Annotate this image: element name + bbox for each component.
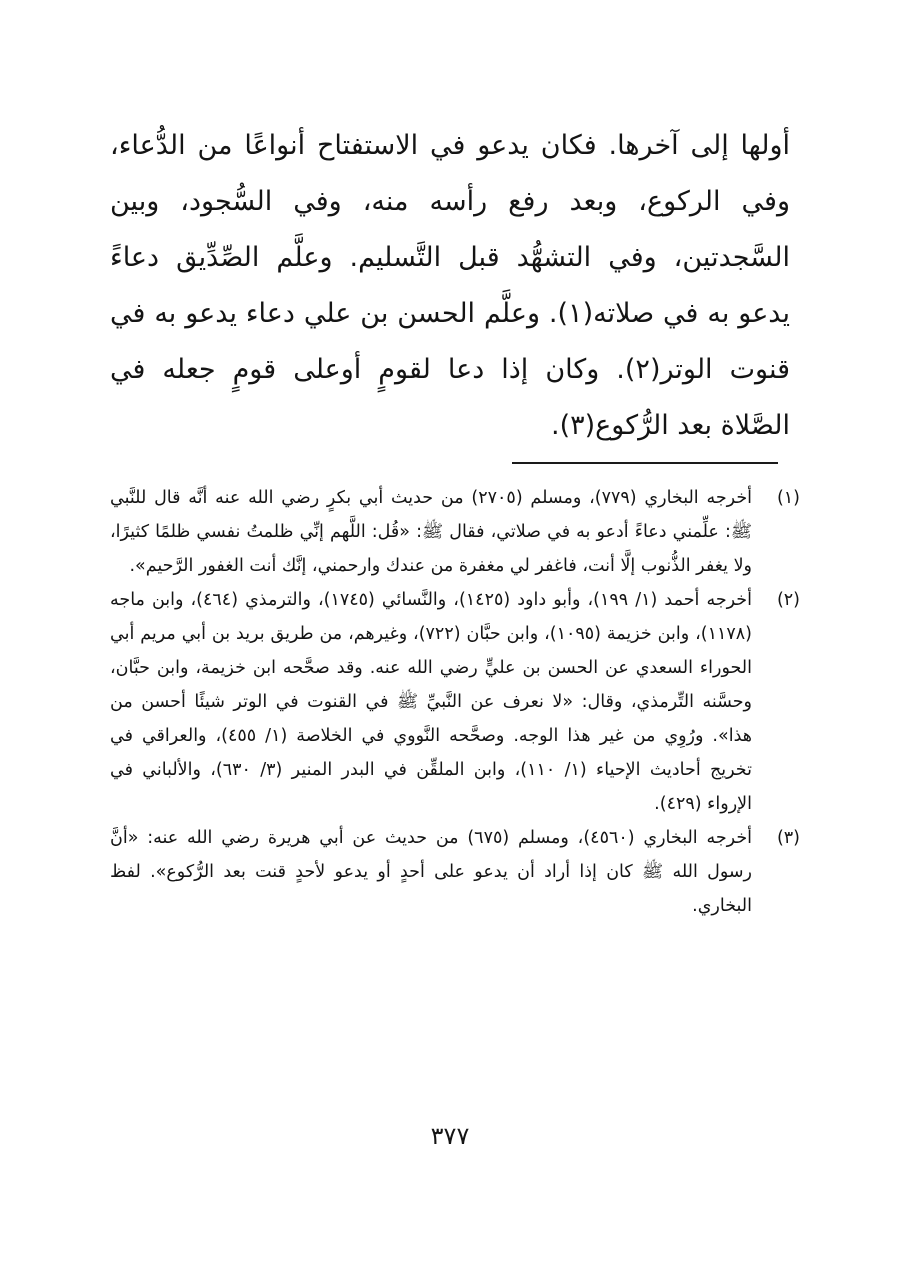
footnote-number: (١) bbox=[776, 488, 800, 508]
footnote-text: أخرجه أحمد (١/ ١٩٩)، وأبو داود (١٤٢٥)، والنَّسائي (١٧٤٥)، والترمذي (٤٦٤)، وابن ماجه (١١٧٨)، وابن خزيمة (١٠٩٥)، وابن حبَّان (٧٢٢)، وغيرهم، من طريق بريد بن أبي مريم أبي الحوراء السعدي عن الحسن بن عليٍّ رضي الله عنه. وقد صحَّحه ابن خزيمة، وابن حبَّان، وحسَّنه التِّرمذي، وقال: «لا نعرف عن النَّبيِّ ﷺ في القنوت في الوتر شيئًا أحسن من هذا». ورُوِي من غير هذا الوجه. وصحَّحه النَّووي في الخلاصة (١/ ٤٥٥)، والعراقي في تخريج أحاديث الإحياء (١/ ١١٠)، وابن الملقِّن في البدر المنير (٣/ ٦٣٠)، والألباني في الإرواء (٤٢٩). bbox=[110, 590, 752, 814]
footnote-number: (٣) bbox=[776, 828, 800, 848]
footnote-text: أخرجه البخاري (٧٧٩)، ومسلم (٢٧٠٥) من حديث أبي بكرٍ رضي الله عنه أنَّه قال للنَّبي ﷺ: علِّمني دعاءً أدعو به في صلاتي، فقال ﷺ: «قُل: اللَّهم إنِّي ظلمتُ نفسي ظلمًا كثيرًا، ولا يغفر الذُّنوب إلَّا أنت، فاغفر لي مغفرة من عندك وارحمني، إنَّك أنت الغفور الرَّحيم». bbox=[110, 488, 752, 576]
footnote-divider bbox=[512, 462, 778, 464]
footnote-number: (٢) bbox=[776, 590, 800, 610]
footnote-2 bbox=[110, 583, 800, 821]
footnote-1 bbox=[110, 481, 800, 583]
footnote-text: أخرجه البخاري (٤٥٦٠)، ومسلم (٦٧٥) من حديث عن أبي هريرة رضي الله عنه: «أنَّ رسول الله ﷺ كان إذا أراد أن يدعو على أحدٍ أو يدعو لأحدٍ قنت بعد الرُّكوع». لفظ البخاري. bbox=[110, 828, 753, 916]
footnotes bbox=[110, 481, 800, 923]
page-number: ٣٧٧ bbox=[430, 1122, 470, 1150]
footnote-3 bbox=[110, 821, 800, 923]
main-paragraph: أولها إلى آخرها. فكان يدعو في الاستفتاح أنواعًا من الدُّعاء، وفي الركوع، وبعد رفع رأسه منه، وفي السُّجود، وبين السَّجدتين، وفي التشهُّد قبل التَّسليم. وعلَّم الصِّدِّيق دعاءً يدعو به في صلاته(١). وعلَّم الحسن بن علي دعاء يدعو به في قنوت الوتر(٢). وكان إذا دعا لقومٍ أوعلى قومٍ جعله في الصَّلاة بعد الرُّكوع(٣). bbox=[110, 130, 791, 441]
main-text bbox=[110, 118, 790, 454]
